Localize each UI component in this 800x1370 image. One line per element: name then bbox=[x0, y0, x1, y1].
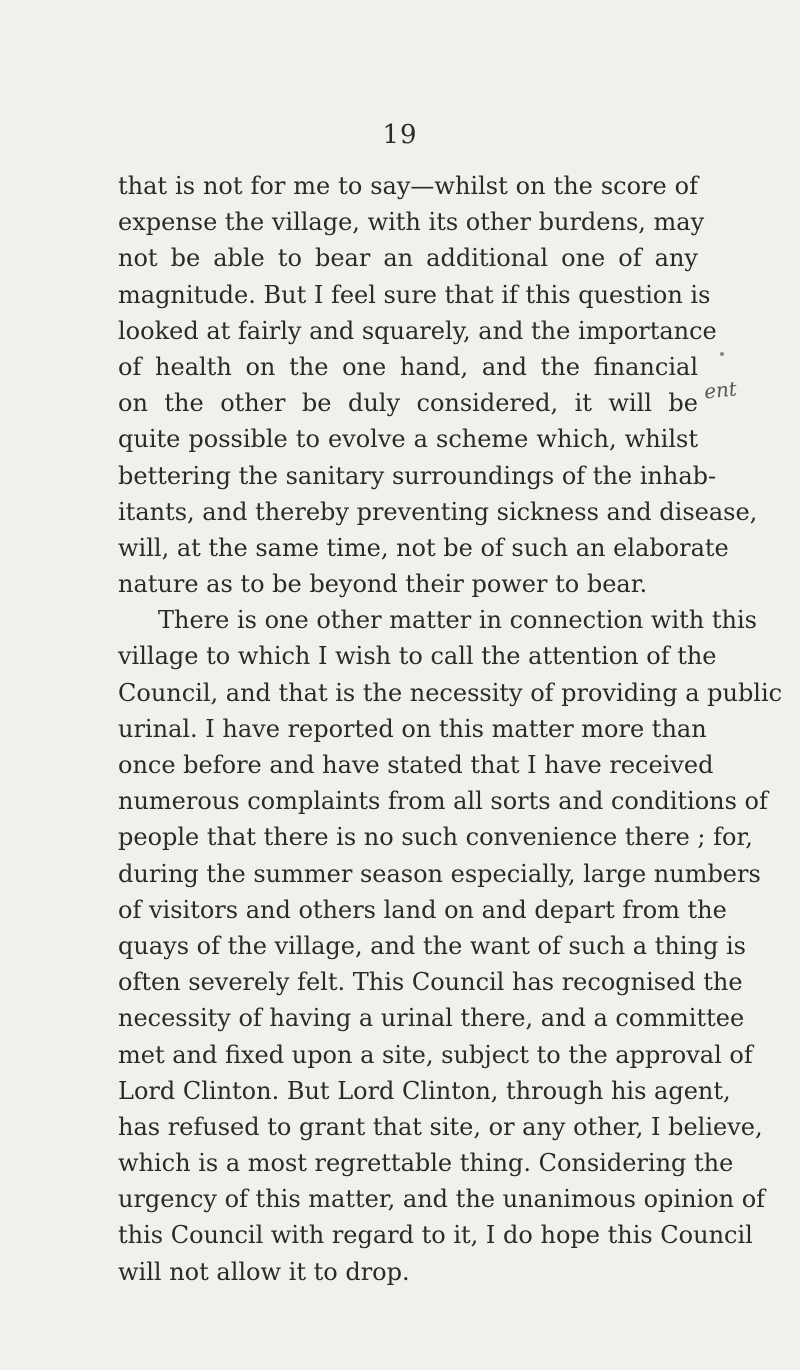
text-line: Lord Clinton. But Lord Clinton, through his agent, bbox=[118, 1076, 731, 1105]
text-line: quite possible to evolve a scheme which, whilst bbox=[118, 425, 698, 454]
text-line: has refused to grant that site, or any other, I believe, bbox=[118, 1112, 763, 1141]
paragraph-2 bbox=[118, 602, 783, 1290]
paragraph-1 bbox=[118, 168, 758, 602]
text-line: not be able to bear an additional one of any bbox=[118, 244, 698, 273]
text-line: magnitude. But I feel sure that if this question is bbox=[118, 280, 711, 309]
text-line: will, at the same time, not be of such an elaborate bbox=[118, 533, 729, 562]
text-line: expense the village, with its other burdens, may bbox=[118, 208, 705, 237]
text-line: bettering the sanitary surroundings of the inhab- bbox=[118, 461, 717, 490]
text-line: village to which I wish to call the attention of the bbox=[118, 642, 717, 671]
text-line: itants, and thereby preventing sickness and disease, bbox=[118, 497, 758, 526]
text-line: that is not for me to say—whilst on the score of bbox=[118, 172, 698, 200]
text-line: on the other be duly considered, it will be bbox=[118, 389, 698, 418]
text-line: this Council with regard to it, I do hope this Council bbox=[118, 1221, 753, 1250]
text-line: nature as to be beyond their power to bear. bbox=[118, 570, 648, 599]
body-text bbox=[118, 168, 783, 1290]
text-line: looked at fairly and squarely, and the importance bbox=[118, 316, 717, 345]
text-line: met and fixed upon a site, subject to the approval of bbox=[118, 1040, 753, 1069]
text-line: people that there is no such convenience there ; for, bbox=[118, 823, 753, 852]
handwritten-margin-note: ent bbox=[702, 376, 738, 404]
text-line: often severely felt. This Council has recognised the bbox=[118, 968, 743, 997]
text-line: quays of the village, and the want of such a thing is bbox=[118, 931, 746, 960]
text-line: There is one other matter in connection with this bbox=[158, 606, 757, 635]
text-line: which is a most regrettable thing. Considering the bbox=[118, 1149, 734, 1178]
text-line: necessity of having a urinal there, and a committee bbox=[118, 1004, 745, 1033]
text-line: of health on the one hand, and the financial bbox=[118, 352, 698, 381]
text-line: numerous complaints from all sorts and conditions of bbox=[118, 787, 768, 816]
text-line: urinal. I have reported on this matter more than bbox=[118, 714, 707, 743]
text-line: will not allow it to drop. bbox=[118, 1257, 410, 1286]
text-line: of visitors and others land on and depart from the bbox=[118, 895, 727, 924]
page-number: 19 bbox=[382, 120, 418, 150]
text-line: urgency of this matter, and the unanimous opinion of bbox=[118, 1185, 766, 1214]
text-line: Council, and that is the necessity of providing a public bbox=[118, 678, 783, 707]
text-line: once before and have stated that I have received bbox=[118, 751, 714, 779]
text-line: during the summer season especially, large numbers bbox=[118, 859, 761, 888]
margin-mark bbox=[720, 352, 724, 356]
